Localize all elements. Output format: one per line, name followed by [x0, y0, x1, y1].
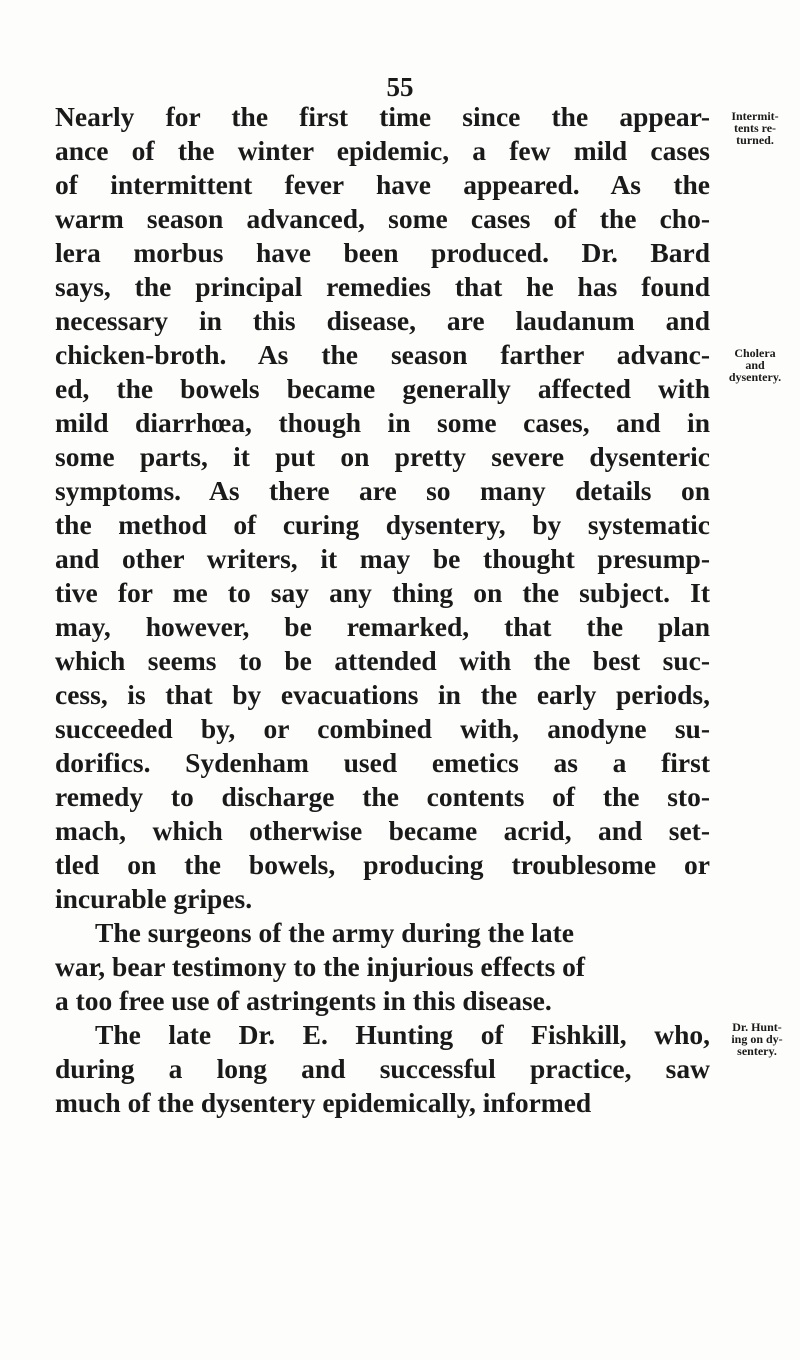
text-line: necessary in this disease, are laudanum and	[55, 305, 710, 336]
margin-note-line: turned.	[736, 133, 774, 147]
text-line: some parts, it put on pretty severe dysenteric	[55, 441, 710, 472]
text-line: war, bear testimony to the injurious effects of	[55, 951, 586, 982]
margin-note-line: dysentery.	[728, 370, 782, 384]
text-line: ance of the winter epidemic, a few mild cases	[55, 135, 710, 166]
text-line: succeeded by, or combined with, anodyne su-	[55, 713, 710, 744]
margin-note-line: Intermit-	[731, 109, 779, 123]
text-line: cess, is that by evacuations in the early periods,	[55, 679, 710, 710]
text-line: The surgeons of the army during the late	[95, 917, 574, 948]
text-line: the method of curing dysentery, by systematic	[55, 509, 710, 540]
text-line: Nearly for the first time since the appear-	[55, 101, 710, 132]
text-line: mach, which otherwise became acrid, and set-	[55, 815, 710, 846]
text-line: symptoms. As there are so many details on	[55, 475, 710, 506]
text-line: a too free use of astringents in this disease.	[55, 985, 552, 1016]
text-line: of intermittent fever have appeared. As the	[55, 169, 710, 200]
text-line: much of the dysentery epidemically, informed	[55, 1087, 592, 1118]
text-line: which seems to be attended with the best suc-	[55, 645, 710, 676]
text-line: chicken-broth. As the season farther advanc-	[55, 339, 710, 370]
text-line: lera morbus have been produced. Dr. Bard	[55, 237, 710, 268]
text-line: during a long and successful practice, saw	[55, 1053, 710, 1084]
margin-note-line: Cholera and	[734, 346, 776, 372]
text-line: says, the principal remedies that he has found	[55, 271, 710, 302]
text-line: The late Dr. E. Hunting of Fishkill, who,	[95, 1019, 710, 1050]
text-line: may, however, be remarked, that the plan	[55, 611, 710, 642]
text-line: and other writers, it may be thought presump-	[55, 543, 710, 574]
text-line: warm season advanced, some cases of the cho-	[55, 203, 710, 234]
margin-note-line: tents re-	[733, 121, 777, 135]
text-line: mild diarrhœa, though in some cases, and in	[55, 407, 710, 438]
text-line: dorifics. Sydenham used emetics as a first	[55, 747, 710, 778]
page-number: 55	[386, 72, 414, 102]
text-line: remedy to discharge the contents of the sto-	[55, 781, 710, 812]
margin-note-line: ing on dy-	[731, 1032, 783, 1046]
text-line: tive for me to say any thing on the subject. It	[55, 577, 710, 608]
margin-note-line: Dr. Hunt-	[732, 1020, 782, 1034]
margin-note-intermittents	[724, 110, 786, 146]
margin-note-hunting	[726, 1021, 788, 1057]
margin-note-cholera	[724, 347, 786, 383]
margin-note-line: sentery.	[737, 1044, 777, 1058]
text-line: tled on the bowels, producing troublesome or	[55, 849, 710, 880]
text-line: ed, the bowels became generally affected with	[55, 373, 710, 404]
text-line: incurable gripes.	[55, 883, 253, 914]
